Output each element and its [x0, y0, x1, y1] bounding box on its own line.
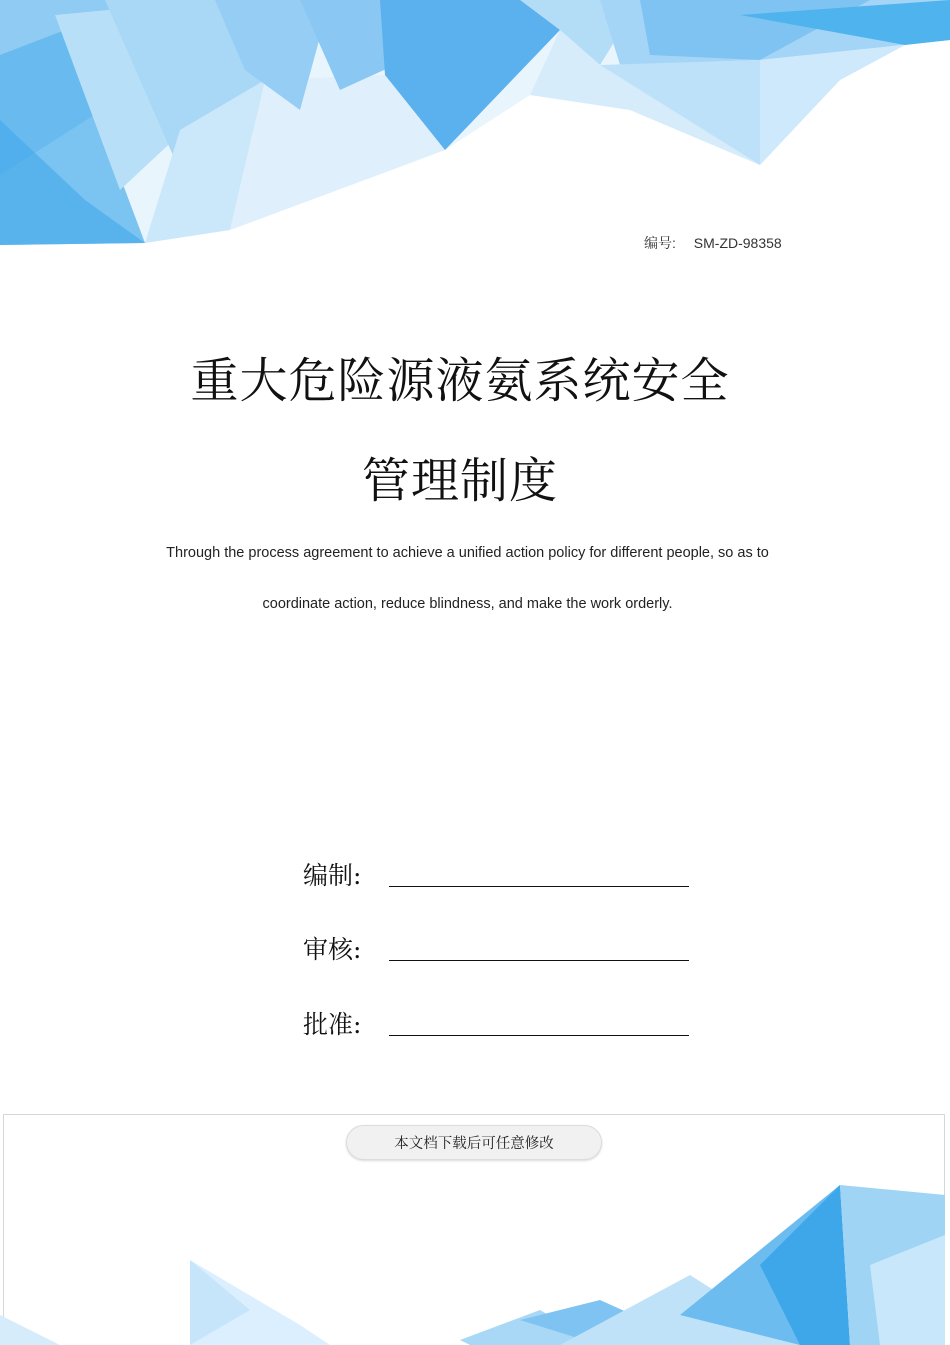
editable-notice-badge: 本文档下载后可任意修改: [346, 1125, 602, 1160]
title-line-2: 管理制度: [361, 453, 558, 509]
subtitle-line-2: coordinate action, reduce blindness, and make the work orderly.: [262, 596, 673, 612]
top-decoration: [0, 0, 950, 250]
document-number-value: SM-ZD-98358: [693, 235, 782, 251]
signature-row-reviewed: [303, 930, 703, 970]
title-line-1: 重大危险源液氨系统安全: [190, 353, 730, 409]
document-number: [644, 233, 782, 253]
signature-line-compiled: [389, 886, 689, 887]
signature-label-reviewed: 审核:: [303, 935, 362, 964]
signature-row-approved: [303, 1005, 703, 1045]
signature-line-reviewed: [389, 960, 689, 961]
document-number-label: 编号:: [644, 235, 676, 251]
signature-line-approved: [389, 1035, 689, 1036]
signature-row-compiled: [303, 856, 703, 896]
subtitle-line-1: Through the process agreement to achieve a unified action policy for different people, so as to: [166, 545, 769, 561]
signature-label-compiled: 编制:: [303, 861, 362, 890]
signature-label-approved: 批准:: [303, 1010, 362, 1039]
